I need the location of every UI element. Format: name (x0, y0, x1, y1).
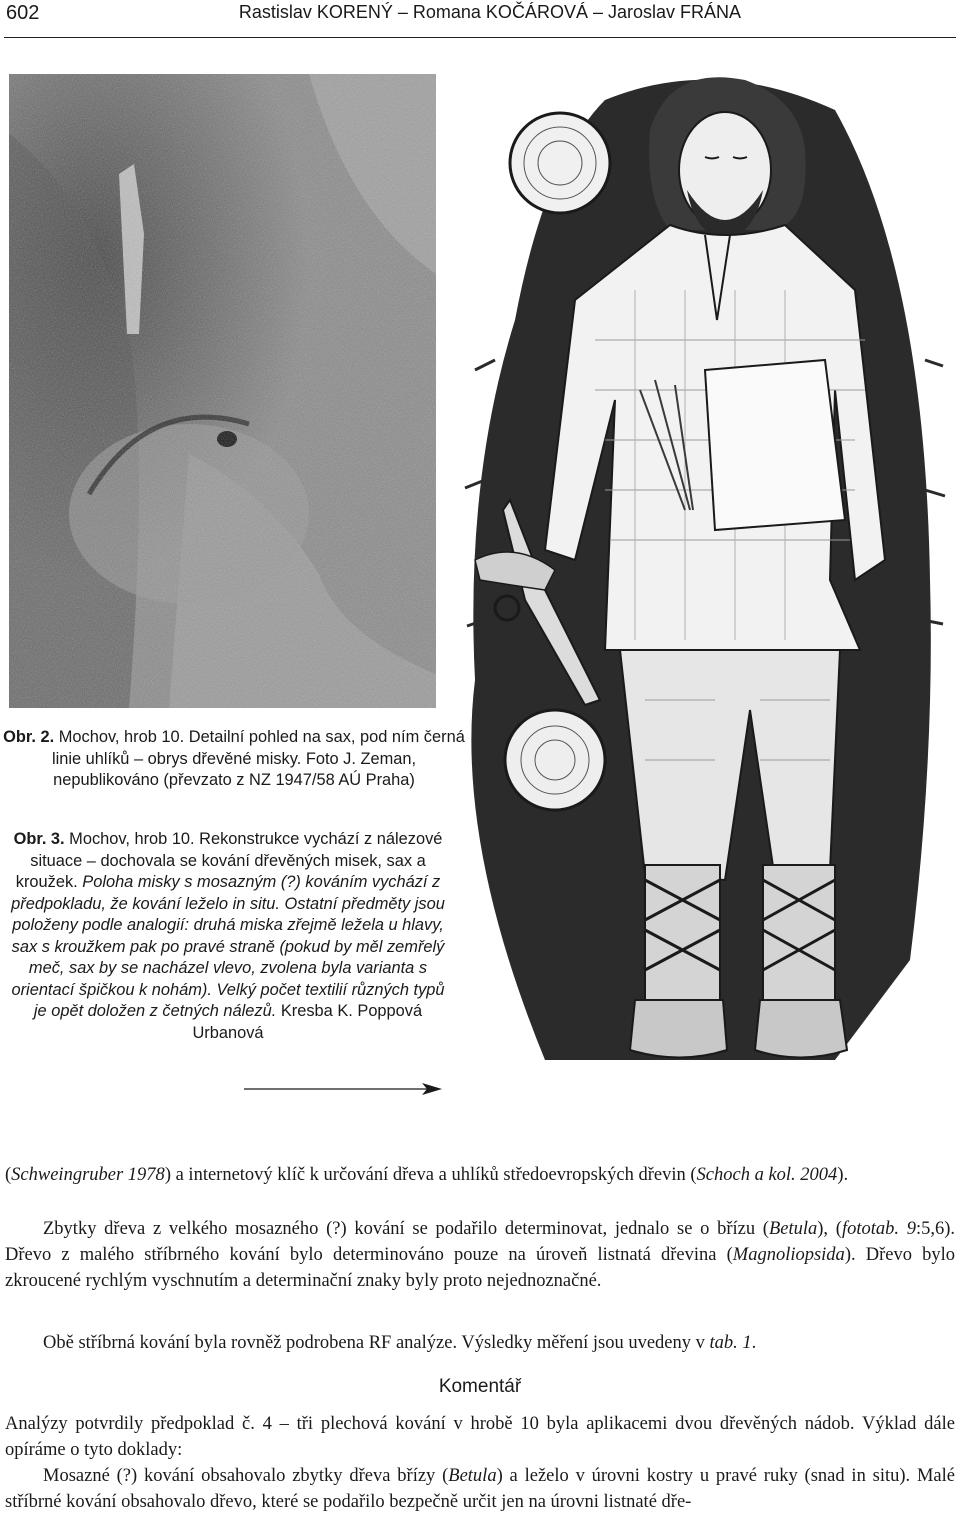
page-header (0, 0, 960, 40)
p2-ref-fototab: fototab. 9 (841, 1219, 916, 1239)
p2-a: Zbytky dřeva z velkého mosazného (?) kování se podařilo determinovat, jednalo se o břízu ( (43, 1219, 769, 1239)
figure-3-text-italic: Poloha misky s mosazným (?) kováním vychází z předpokladu, že kování leželo in situ. Ostatní předměty jsou položeny podle analogií: druhá miska zřejmě ležela u hlavy, sax s kroužkem pak po pravé straně (pokud by měl zemřelý meč, sax by se nacházel vlevo, zvolena byla varianta s orientací špičkou k nohám). Velký počet textilií různých typů je opět doložen z četných nálezů. (11, 873, 445, 1020)
p2-b: ), ( (817, 1219, 842, 1239)
p5-taxon-betula: Betula (448, 1466, 497, 1486)
running-head-authors: Rastislav KORENÝ – Romana KOČÁROVÁ – Jaroslav FRÁNA (238, 2, 741, 22)
p2-taxon-magnoliopsida: Magnoliopsida (732, 1245, 845, 1265)
p1-mid: ) a internetový klíč k určování dřeva a uhlíků středoevropských dřevin ( (164, 1165, 697, 1185)
figure-3-label: Obr. 3. (13, 830, 65, 848)
p1-ref-schweingruber: Schweingruber 1978 (11, 1165, 165, 1185)
body-paragraph-4 (5, 1411, 955, 1463)
p4-text: Analýzy potvrdily předpoklad č. 4 – tři plechová kování v hrobě 10 byla aplikacemi dvou dřevěných nádob. Výklad dále opíráme o tyto doklady: (5, 1414, 955, 1460)
body-paragraph-3 (5, 1330, 955, 1356)
p5-b: ) a leželo v úrovni kostry u pravé ruky (snad in situ). Malé stříbrné kování obsahovalo dřevo, které se podařilo bezpečně určit jen na úrovni listnaté dře- (5, 1466, 955, 1512)
section-title-komentar: Komentář (438, 1376, 522, 1397)
p1-end: ). (837, 1165, 849, 1185)
header-rule (4, 37, 956, 38)
p2-taxon-betula: Betula (768, 1219, 818, 1239)
p2-c: :5,6). Dřevo z malého stříbrného kování bylo determinováno pouze na úroveň listnatá dřevina ( (5, 1219, 956, 1265)
figure-3-credit: Kresba K. Poppová Urbanová (192, 1002, 423, 1042)
figure-2-label: Obr. 2. (3, 728, 55, 746)
p3-a: Obě stříbrná kování byla rovněž podrobena RF analýze. Výsledky měření jsou uvedeny v (43, 1333, 710, 1353)
pointer-arrow-icon (244, 1082, 444, 1096)
p3-b: . (751, 1333, 757, 1353)
figure-2-text: Mochov, hrob 10. Detailní pohled na sax, pod ním černá linie uhlíků – obrys dřevěné misky. Foto J. Zeman, nepublikováno (převzato z NZ 1947/58 AÚ Praha) (51, 728, 465, 789)
figure-3-caption (4, 829, 452, 1044)
page-number: 602 (6, 2, 40, 24)
figure-3-drawing (455, 60, 955, 1090)
body-paragraph-2 (5, 1216, 955, 1294)
body-paragraph-5 (5, 1463, 955, 1515)
p2-d: ). Dřevo bylo zkroucené rychlým vyschnutím a determinační znaky byly proto nejednoznačné. (5, 1245, 955, 1291)
p5-a: Mosazné (?) kování obsahovalo zbytky dřeva břízy ( (43, 1466, 449, 1486)
p3-ref-tab: tab. 1 (709, 1333, 752, 1353)
body-paragraph-1 (5, 1162, 955, 1188)
figure-2-caption (0, 727, 468, 792)
figure-3-text-regular: Mochov, hrob 10. Rekonstrukce vychází z nálezové situace – dochovala se kování dřevěných misek, sax a kroužek. (15, 830, 443, 891)
p1-ref-schoch: Schoch a kol. 2004 (696, 1165, 838, 1185)
p1-open: ( (5, 1165, 12, 1185)
figure-2-photo (9, 74, 436, 708)
